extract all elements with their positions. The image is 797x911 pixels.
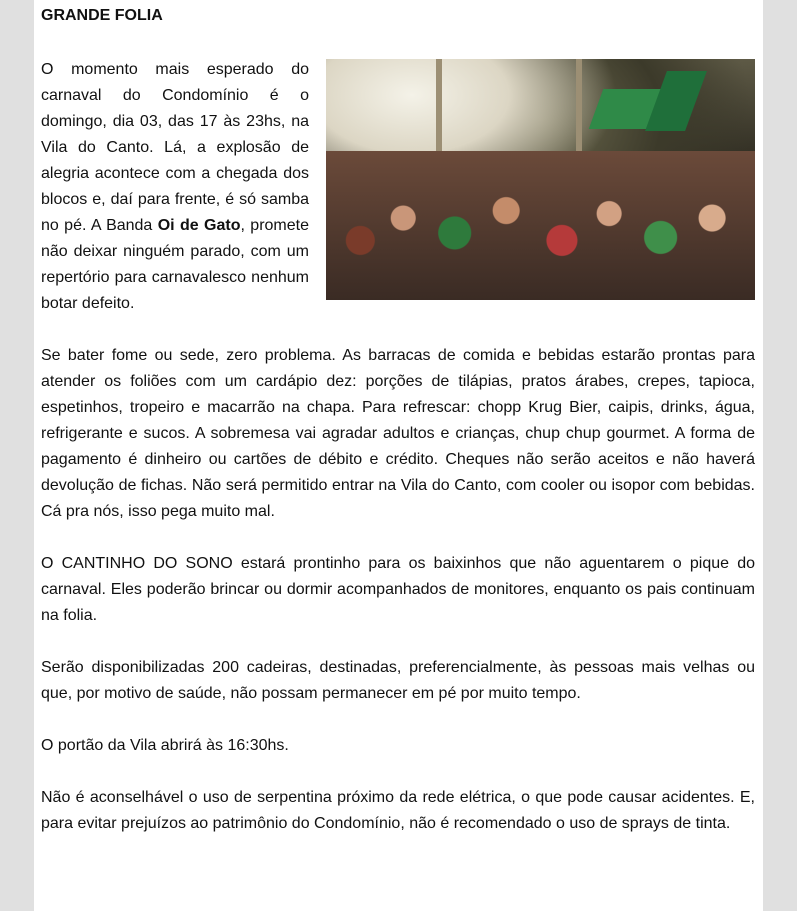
intro-section xyxy=(41,57,755,317)
kids-corner-paragraph: O CANTINHO DO SONO estará prontinho para os baixinhos que não aguentarem o pique do carnaval. Eles poderão brincar ou dormir acompanhados de monitores, enquanto os pais continuam na folia. xyxy=(41,555,755,624)
article-page xyxy=(34,0,763,911)
article-title: GRANDE FOLIA xyxy=(41,7,163,24)
gate-time-paragraph: O portão da Vila abrirá às 16:30hs. xyxy=(41,737,289,754)
food-paragraph: Se bater fome ou sede, zero problema. As barracas de comida e bebidas estarão prontas para atender os foliões com um cardápio dez: porções de tilápias, pratos árabes, crepes, tapioca, espetinhos, tropeiro e macarrão na chapa. Para refrescar: chopp Krug Bier, caipis, drinks, água, refrigerante e sucos. A sobremesa vai agradar adultos e crianças, chup chup gourmet. A forma de pagamento é dinheiro ou cartões de débito e crédito. Cheques não serão aceitos e não haverá devolução de fichas. Não será permitido entrar na Vila do Canto, com cooler ou isopor com bebidas. Cá pra nós, isso pega muito mal. xyxy=(41,347,755,520)
photo-pole xyxy=(576,59,582,159)
intro-text-end: , promete não deixar ninguém parado, com um repertório para carnavalesco nenhum botar defeito. xyxy=(41,217,309,312)
chairs-paragraph: Serão disponibilizadas 200 cadeiras, destinadas, preferencialmente, às pessoas mais velhas ou que, por motivo de saúde, não possam permanecer em pé por muito tempo. xyxy=(41,659,755,702)
safety-paragraph: Não é aconselhável o uso de serpentina próximo da rede elétrica, o que pode causar acidentes. E, para evitar prejuízos ao patrimônio do Condomínio, não é recomendado o uso de sprays de tinta. xyxy=(41,789,755,832)
band-name: Oi de Gato xyxy=(157,217,241,234)
carnival-crowd-photo xyxy=(326,59,755,300)
photo-crowd xyxy=(326,151,755,300)
intro-text-start: O momento mais esperado do carnaval do Condomínio é o domingo, dia 03, das 17 às 23hs, na Vila do Canto. Lá, a explosão de alegria acontece com a chegada dos blocos e, daí para frente, é só samba no pé. A Banda xyxy=(41,61,309,234)
article-content xyxy=(41,5,755,863)
intro-paragraph xyxy=(41,57,309,317)
